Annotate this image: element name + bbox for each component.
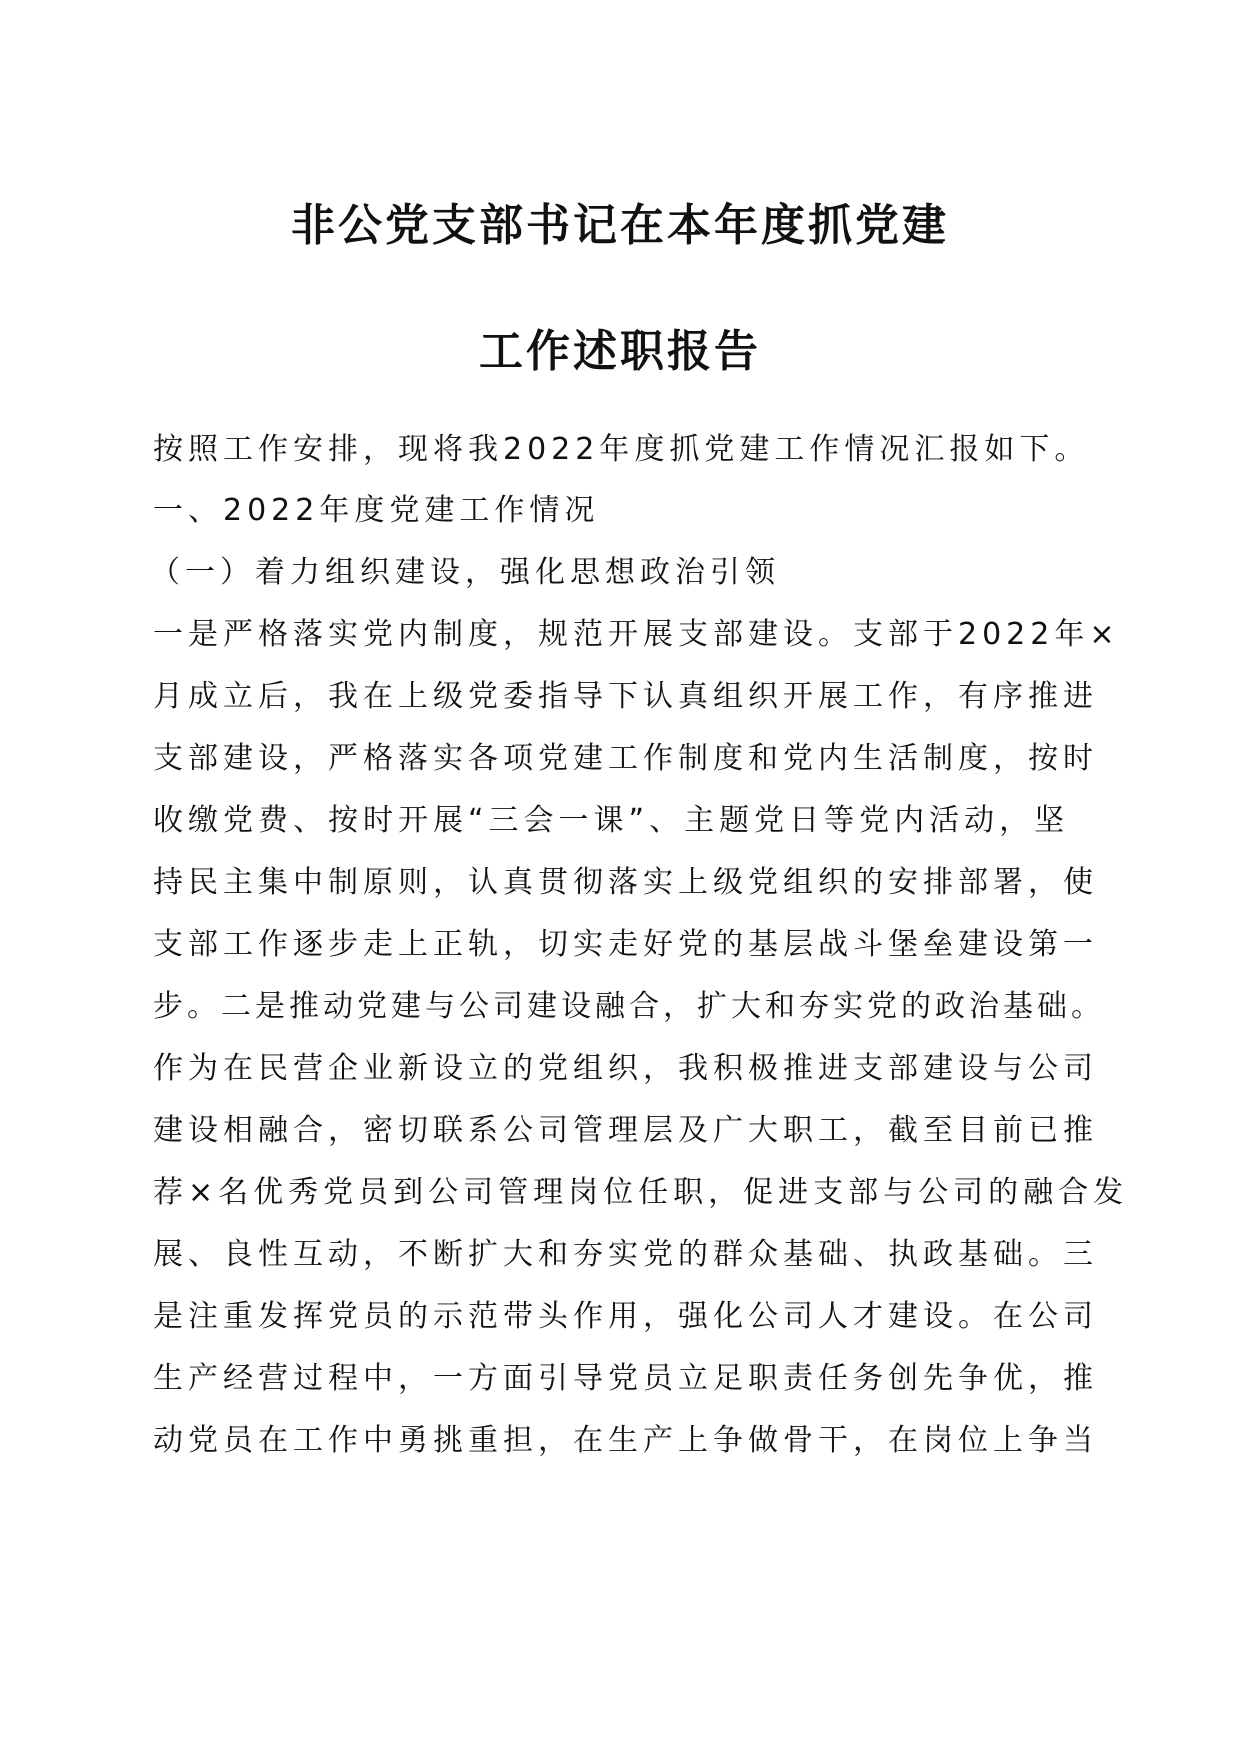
body-text-line: 荐×名优秀党员到公司管理岗位任职，促进支部与公司的融合发 (153, 1175, 1129, 1210)
body-text-line: 支部工作逐步走上正轨，切实走好党的基层战斗堡垒建设第一 (153, 927, 1098, 962)
section-heading: 一、2022年度党建工作情况 (153, 493, 600, 528)
body-text-line: 月成立后，我在上级党委指导下认真组织开展工作，有序推进 (153, 679, 1098, 714)
body-text-line: 持民主集中制原则，认真贯彻落实上级党组织的安排部署，使 (153, 865, 1098, 900)
body-text-line: 作为在民营企业新设立的党组织，我积极推进支部建设与公司 (153, 1051, 1098, 1086)
body-text-line: 生产经营过程中，一方面引导党员立足职责任务创先争优，推 (153, 1361, 1098, 1396)
document-title-line-2: 工作述职报告 (479, 326, 761, 377)
body-text-line: 支部建设，严格落实各项党建工作制度和党内生活制度，按时 (153, 741, 1098, 776)
body-text-line: 一是严格落实党内制度，规范开展支部建设。支部于2022年× (153, 617, 1120, 652)
body-text-line: 动党员在工作中勇挑重担，在生产上争做骨干，在岗位上争当 (153, 1423, 1098, 1458)
body-text-line: 展、良性互动，不断扩大和夯实党的群众基础、执政基础。三 (153, 1237, 1098, 1272)
body-text-line: 是注重发挥党员的示范带头作用，强化公司人才建设。在公司 (153, 1299, 1098, 1334)
body-text-line: 步。二是推动党建与公司建设融合，扩大和夯实党的政治基础。 (153, 989, 1105, 1024)
subsection-heading: （一）着力组织建设，强化思想政治引领 (150, 555, 780, 590)
body-text-line: 收缴党费、按时开展“三会一课”、主题党日等党内活动，坚 (153, 803, 1070, 838)
document-title-line-1: 非公党支部书记在本年度抓党建 (291, 200, 949, 251)
intro-paragraph: 按照工作安排，现将我2022年度抓党建工作情况汇报如下。 (153, 432, 1090, 467)
body-text-line: 建设相融合，密切联系公司管理层及广大职工，截至目前已推 (153, 1113, 1098, 1148)
